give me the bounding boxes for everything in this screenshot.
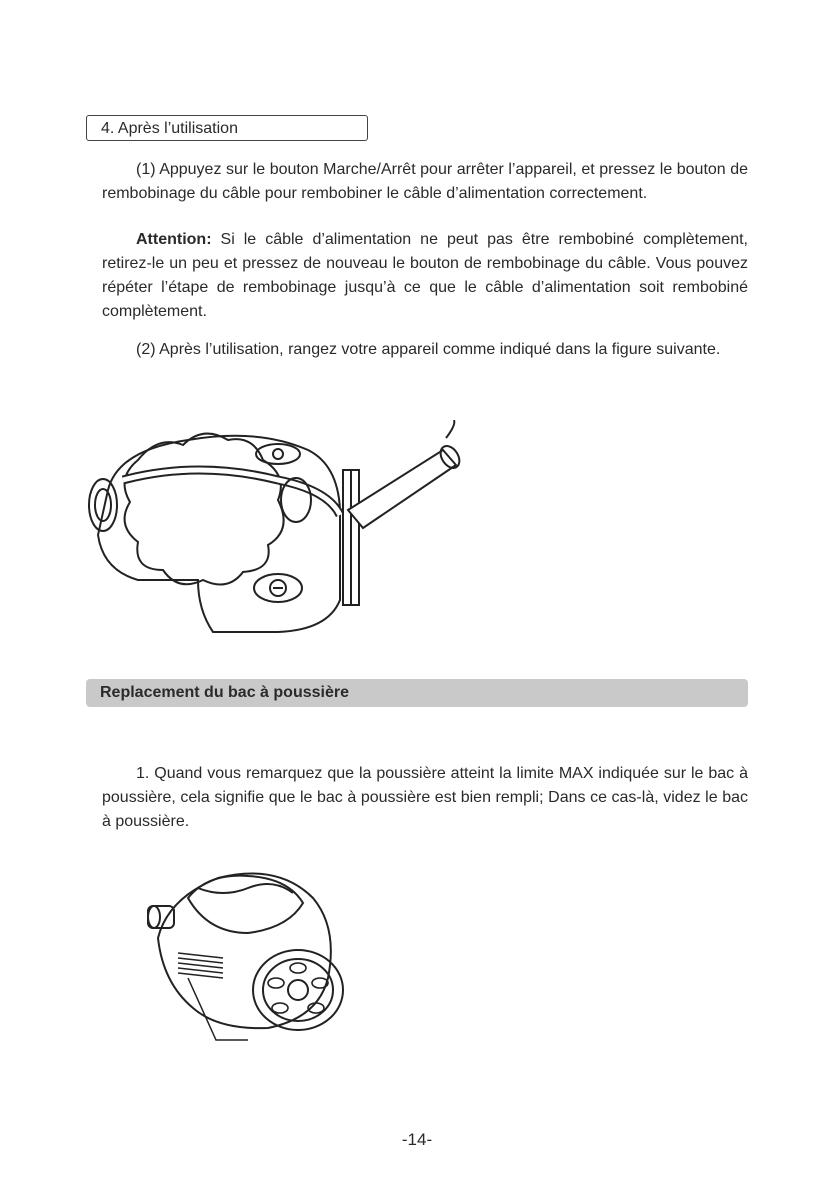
attention-text: Si le câble d’alimentation ne peut pas être rembobiné complètement, retirez-le un peu et pressez de nouveau le bouton de rembobinage du câble. Vous pouvez répéter l’étape de rembobinage jusqu’à ce que le câble d’alimentation soit rembobiné complètement. xyxy=(102,231,748,320)
section-heading: 4. Après l’utilisation xyxy=(86,115,368,141)
step1-paragraph: (1) Appuyez sur le bouton Marche/Arrêt pour arrêter l’appareil, et pressez le bouton de rembobinage du câble pour rembobiner le câble d’alimentation correctement. xyxy=(102,161,748,202)
page-number: -14- xyxy=(401,1130,433,1149)
dust-step1-paragraph: 1. Quand vous remarquez que la poussière atteint la limite MAX indiquée sur le bac à poussière, cela signifie que le bac à poussière est bien rempli; Dans ce cas-là, videz le bac à poussière. xyxy=(102,765,748,830)
dust-container-figure xyxy=(138,858,368,1048)
dust-container-banner: Replacement du bac à poussière xyxy=(86,679,748,707)
step2-paragraph: (2) Après l’utilisation, rangez votre appareil comme indiqué dans la figure suivante. xyxy=(136,341,721,358)
storage-figure xyxy=(78,420,468,650)
attention-paragraph xyxy=(102,228,748,324)
attention-label: Attention: xyxy=(136,231,212,248)
